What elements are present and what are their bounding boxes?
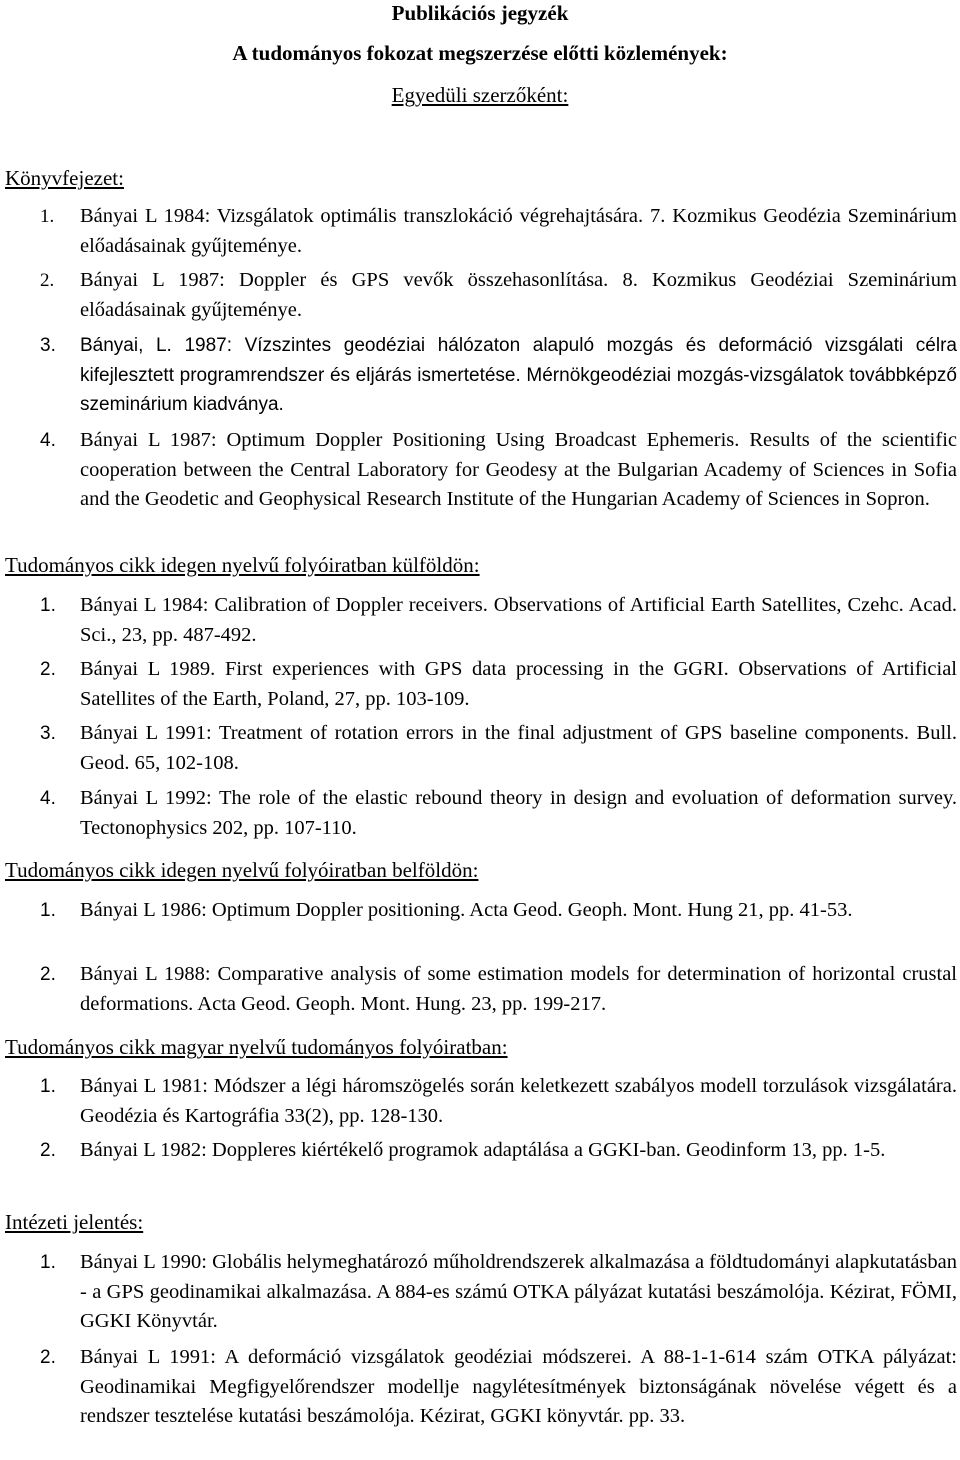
subheading-wrapper [0, 82, 960, 108]
list-item [40, 1248, 957, 1337]
item-number: 1. [40, 206, 55, 227]
item-text: Bányai L 1987: Doppler és GPS vevők összehasonlítása. 8. Kozmikus Geodéziai Szeminárium előadásainak gyűjteménye. [80, 269, 957, 321]
list-item [40, 331, 957, 420]
section-heading-magyar: Tudományos cikk magyar nyelvű tudományos folyóiratban: [5, 1035, 508, 1059]
item-number: 3. [40, 335, 56, 356]
item-number: 2. [40, 270, 55, 291]
page-subtitle: A tudományos fokozat megszerzése előtti közlemények: [232, 41, 728, 65]
list-item [40, 1136, 957, 1166]
item-text: Bányai L 1982: Doppleres kiértékelő programok adaptálása a GGKI-ban. Geodinform 13, pp. 1-5. [80, 1139, 886, 1161]
section-heading-intezeti: Intézeti jelentés: [5, 1210, 144, 1234]
item-number: 1. [40, 1252, 56, 1273]
item-number: 1. [40, 1076, 56, 1097]
list-item [40, 655, 957, 714]
item-text: Bányai L 1988: Comparative analysis of some estimation models for determination of horizontal crustal deformations. Acta Geod. Geoph. Mont. Hung. 23, pp. 199-217. [80, 963, 957, 1015]
section-heading-kulfoldon: Tudományos cikk idegen nyelvű folyóiratban külföldön: [5, 553, 480, 577]
item-number: 2. [40, 964, 56, 985]
item-text: Bányai, L. 1987: Vízszintes geodéziai hálózaton alapuló mozgás és deformáció vizsgálati célra kifejlesztett programrendszer és eljárás ismertetése. Mérnökgeodéziai mozgás-vizsgálatok továbbképző szeminárium kiadványa. [80, 335, 957, 415]
item-number: 2. [40, 1347, 56, 1368]
item-text: Bányai L 1990: Globális helymeghatározó műholdrendszerek alkalmazása a földtudományi alapkutatásban - a GPS geodinamikai alkalmazása. A 884-es számú OTKA pályázat kutatási beszámolója. Kézirat, FÖMI, GGKI Könyvtár. [80, 1251, 957, 1332]
item-text: Bányai L 1992: The role of the elastic rebound theory in design and evoluation of deformation survey. Tectonophysics 202, pp. 107-110. [80, 787, 957, 839]
list-item [40, 784, 957, 843]
section-heading-belfoldon: Tudományos cikk idegen nyelvű folyóiratban belföldön: [5, 858, 479, 882]
item-text: Bányai L 1987: Optimum Doppler Positioning Using Broadcast Ephemeris. Results of the scientific cooperation between the Central Laboratory for Geodesy at the Bulgarian Academy of Sciences in Sofia and the Geodetic and Geophysical Research Institute of the Hungarian Academy of Sciences in Sopron. [80, 429, 957, 510]
item-number: 3. [40, 723, 56, 744]
list-item [40, 1072, 957, 1131]
item-text: Bányai L 1981: Módszer a légi háromszögelés során keletkezett szabályos modell torzulások vizsgálatára. Geodézia és Kartográfia 33(2), pp. 128-130. [80, 1075, 957, 1127]
item-text: Bányai L 1984: Vizsgálatok optimális transzlokáció végrehajtására. 7. Kozmikus Geodézia Szeminárium előadásainak gyűjteménye. [80, 205, 957, 257]
list-item [40, 266, 957, 325]
list-item [40, 426, 957, 515]
item-text: Bányai L 1986: Optimum Doppler positioning. Acta Geod. Geoph. Mont. Hung 21, pp. 41-53. [80, 899, 853, 921]
item-number: 2. [40, 1140, 56, 1161]
subheading: Egyedüli szerzőként: [391, 83, 569, 107]
item-text: Bányai L 1991: Treatment of rotation errors in the final adjustment of GPS baseline components. Bull. Geod. 65, 102-108. [80, 722, 957, 774]
item-number: 4. [40, 788, 56, 809]
list-item [40, 896, 957, 926]
section-heading-konyvfejezet: Könyvfejezet: [5, 166, 124, 190]
list-item [40, 591, 957, 650]
page-title: Publikációs jegyzék [391, 1, 569, 25]
item-number: 1. [40, 900, 56, 921]
item-text: Bányai L 1989. First experiences with GPS data processing in the GGRI. Observations of Artificial Satellites of the Earth, Poland, 27, pp. 103-109. [80, 658, 957, 710]
list-item [40, 960, 957, 1019]
list-item [40, 719, 957, 778]
item-number: 4. [40, 430, 56, 451]
item-number: 2. [40, 659, 56, 680]
item-number: 1. [40, 595, 56, 616]
item-text: Bányai L 1991: A deformáció vizsgálatok geodéziai módszerei. A 88-1-1-614 szám OTKA pályázat: Geodinamikai Megfigyelőrendszer modellje nagylétesítmények biztonságának növelése végett és a rendszer tesztelése kutatási beszámolója. Kézirat, GGKI könyvtár. pp. 33. [80, 1346, 957, 1427]
list-item [40, 1343, 957, 1432]
list-item [40, 202, 957, 261]
item-text: Bányai L 1984: Calibration of Doppler receivers. Observations of Artificial Earth Satellites, Czehc. Acad. Sci., 23, pp. 487-492. [80, 594, 957, 646]
